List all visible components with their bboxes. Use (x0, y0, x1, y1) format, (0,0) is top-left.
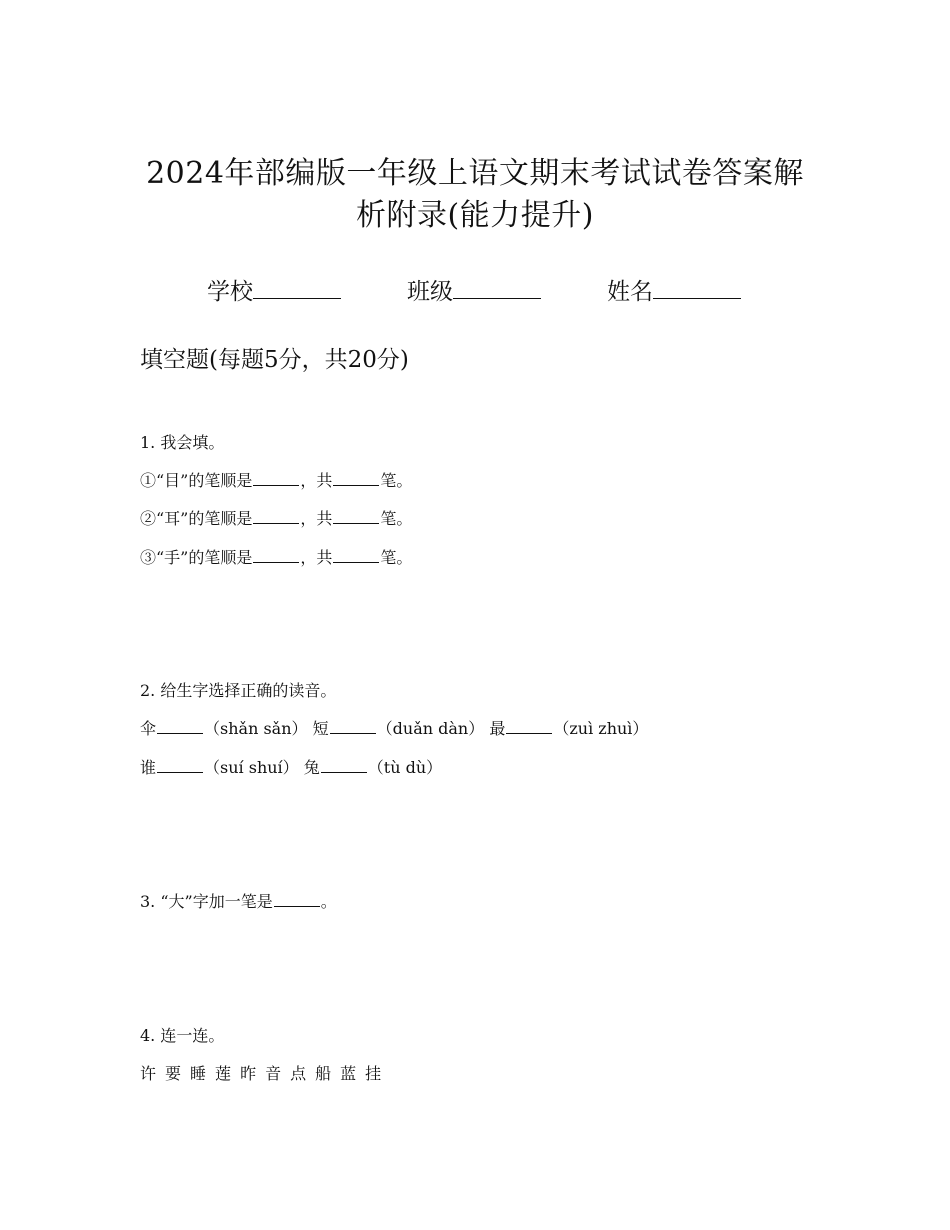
q2-options: （tù dù） (367, 758, 443, 777)
answer-blank[interactable] (330, 719, 376, 734)
q4-char-row (140, 1063, 390, 1085)
q2-title: 2. 给生字选择正确的读音。 (140, 681, 337, 700)
class-field (407, 276, 541, 308)
q1-row-text: ，共 (300, 548, 333, 567)
q1-row (140, 508, 412, 530)
section-heading: 填空题(每题5分，共20分) (140, 347, 409, 373)
q2-options: （shǎn sǎn） (204, 719, 308, 738)
q4-char[interactable]: 睡 (190, 1064, 207, 1083)
q4-char[interactable]: 点 (290, 1064, 307, 1083)
answer-blank[interactable] (506, 719, 552, 734)
q1-row-text: 笔。 (380, 509, 413, 528)
name-blank[interactable] (653, 278, 741, 299)
q3-text: 3. “大”字加一笔是 (140, 892, 273, 911)
answer-blank[interactable] (253, 509, 299, 524)
q1-row-text: ①“目”的笔顺是 (140, 471, 253, 490)
school-blank[interactable] (253, 278, 341, 299)
q4-char[interactable]: 音 (265, 1064, 282, 1083)
q4-char[interactable]: 莲 (215, 1064, 232, 1083)
class-label: 班级 (407, 279, 453, 305)
answer-blank[interactable] (253, 548, 299, 563)
q4-title: 4. 连一连。 (140, 1026, 225, 1045)
q4-char[interactable]: 蓝 (340, 1064, 357, 1083)
q2-row (140, 718, 648, 740)
name-field (607, 276, 741, 308)
page-title-line-2: 析附录(能力提升) (356, 198, 594, 233)
q1-row-text: ②“耳”的笔顺是 (140, 509, 253, 528)
q4-char[interactable]: 挂 (365, 1064, 382, 1083)
answer-blank[interactable] (274, 892, 320, 907)
q3-row (140, 891, 337, 913)
answer-blank[interactable] (157, 719, 203, 734)
answer-blank[interactable] (253, 471, 299, 486)
q2-char: 最 (489, 719, 506, 738)
q4-char[interactable]: 昨 (240, 1064, 257, 1083)
q1-title: 1. 我会填。 (140, 433, 225, 452)
answer-blank[interactable] (321, 758, 367, 773)
q1-row (140, 547, 412, 569)
q4-char[interactable]: 船 (315, 1064, 332, 1083)
q2-row (140, 757, 442, 779)
answer-blank[interactable] (333, 548, 379, 563)
q4-char[interactable]: 要 (165, 1064, 182, 1083)
q2-options: （zuì zhuì） (553, 719, 649, 738)
q2-options: （suí shuí） (204, 758, 299, 777)
q1-row-text: 笔。 (380, 548, 413, 567)
answer-blank[interactable] (333, 471, 379, 486)
q2-char: 伞 (140, 719, 157, 738)
q1-row-text: ，共 (300, 471, 333, 490)
q1-row-text: ，共 (300, 509, 333, 528)
q3-text: 。 (320, 892, 337, 911)
q1-row-text: 笔。 (380, 471, 413, 490)
answer-blank[interactable] (333, 509, 379, 524)
q1-row-text: ③“手”的笔顺是 (140, 548, 253, 567)
q1-row (140, 470, 412, 492)
answer-blank[interactable] (157, 758, 203, 773)
q4-char[interactable]: 许 (140, 1064, 157, 1083)
q2-char: 谁 (140, 758, 157, 777)
q2-char: 兔 (303, 758, 320, 777)
q2-char: 短 (312, 719, 329, 738)
school-field (207, 276, 341, 308)
class-blank[interactable] (453, 278, 541, 299)
school-label: 学校 (207, 279, 253, 305)
q2-options: （duǎn dàn） (376, 719, 485, 738)
name-label: 姓名 (607, 279, 653, 305)
page-title-line-1: 2024年部编版一年级上语文期末考试试卷答案解 (146, 156, 804, 191)
